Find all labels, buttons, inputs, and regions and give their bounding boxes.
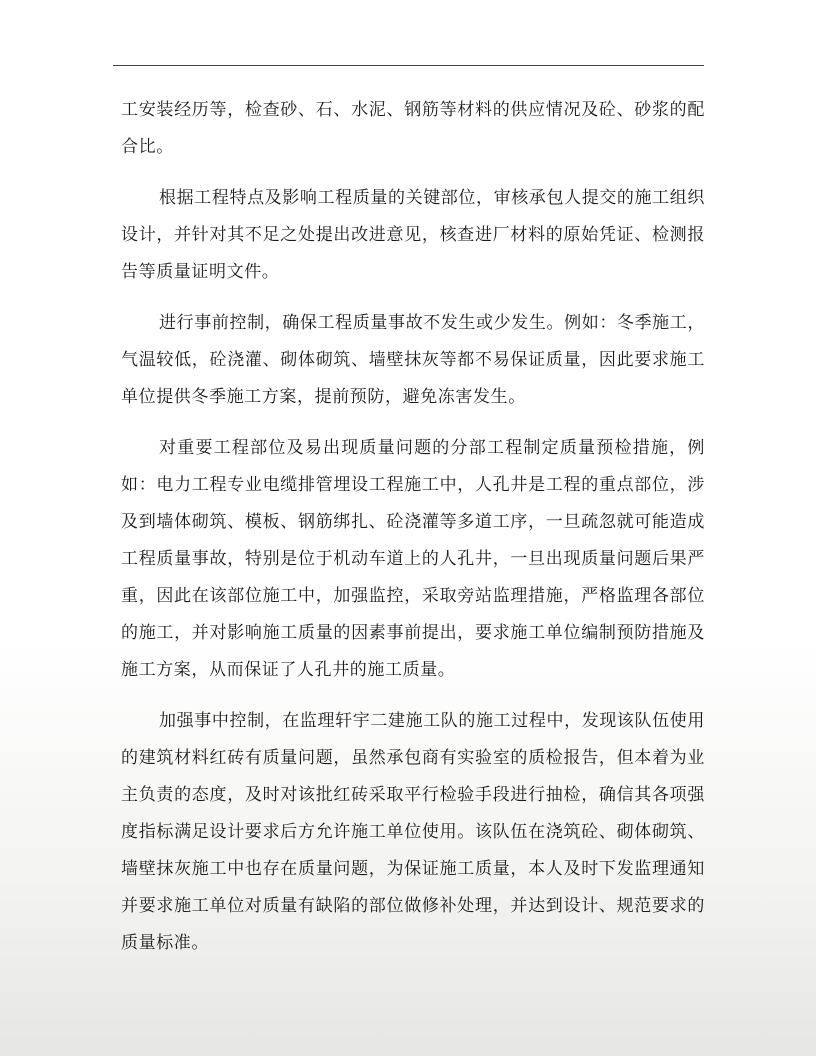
document-body <box>121 92 705 962</box>
paragraph-4: 对重要工程部位及易出现质量问题的分部工程制定质量预检措施，例如：电力工程专业电缆排管埋设工程施工中，人孔井是工程的重点部位，涉及到墙体砌筑、模板、钢筋绑扎、砼浇灌等多道工序，一旦疏忽就可能造成工程质量事故，特别是位于机动车道上的人孔井，一旦出现质量问题后果严重，因此在该部位施工中，加强监控，采取旁站监理措施，严格监理各部位的施工，并对影响施工质量的因素事前提出，要求施工单位编制预防措施及施工方案，从而保证了人孔井的施工质量。 <box>121 438 705 680</box>
paragraph-5: 加强事中控制，在监理轩宇二建施工队的施工过程中，发现该队伍使用的建筑材料红砖有质量问题，虽然承包商有实验室的质检报告，但本着为业主负责的态度，及时对该批红砖采取平行检验手段进行抽检，确信其各项强度指标满足设计要求后方允许施工单位使用。该队伍在浇筑砼、砌体砌筑、墙壁抹灰施工中也存在质量问题，为保证施工质量，本人及时下发监理通知并要求施工单位对质量有缺陷的部位做修补处理，并达到设计、规范要求的质量标准。 <box>121 711 705 953</box>
paragraph-3: 进行事前控制，确保工程质量事故不发生或少发生。例如：冬季施工，气温较低，砼浇灌、砌体砌筑、墙壁抹灰等都不易保证质量，因此要求施工单位提供冬季施工方案，提前预防，避免冻害发生。 <box>121 313 705 407</box>
paragraph-2: 根据工程特点及影响工程质量的关键部位，审核承包人提交的施工组织设计，并针对其不足之处提出改进意见，核查进厂材料的原始凭证、检测报告等质量证明文件。 <box>121 188 705 282</box>
header-rule <box>113 65 704 66</box>
paragraph-1: 工安装经历等，检查砂、石、水泥、钢筋等材料的供应情况及砼、砂浆的配合比。 <box>121 100 705 157</box>
